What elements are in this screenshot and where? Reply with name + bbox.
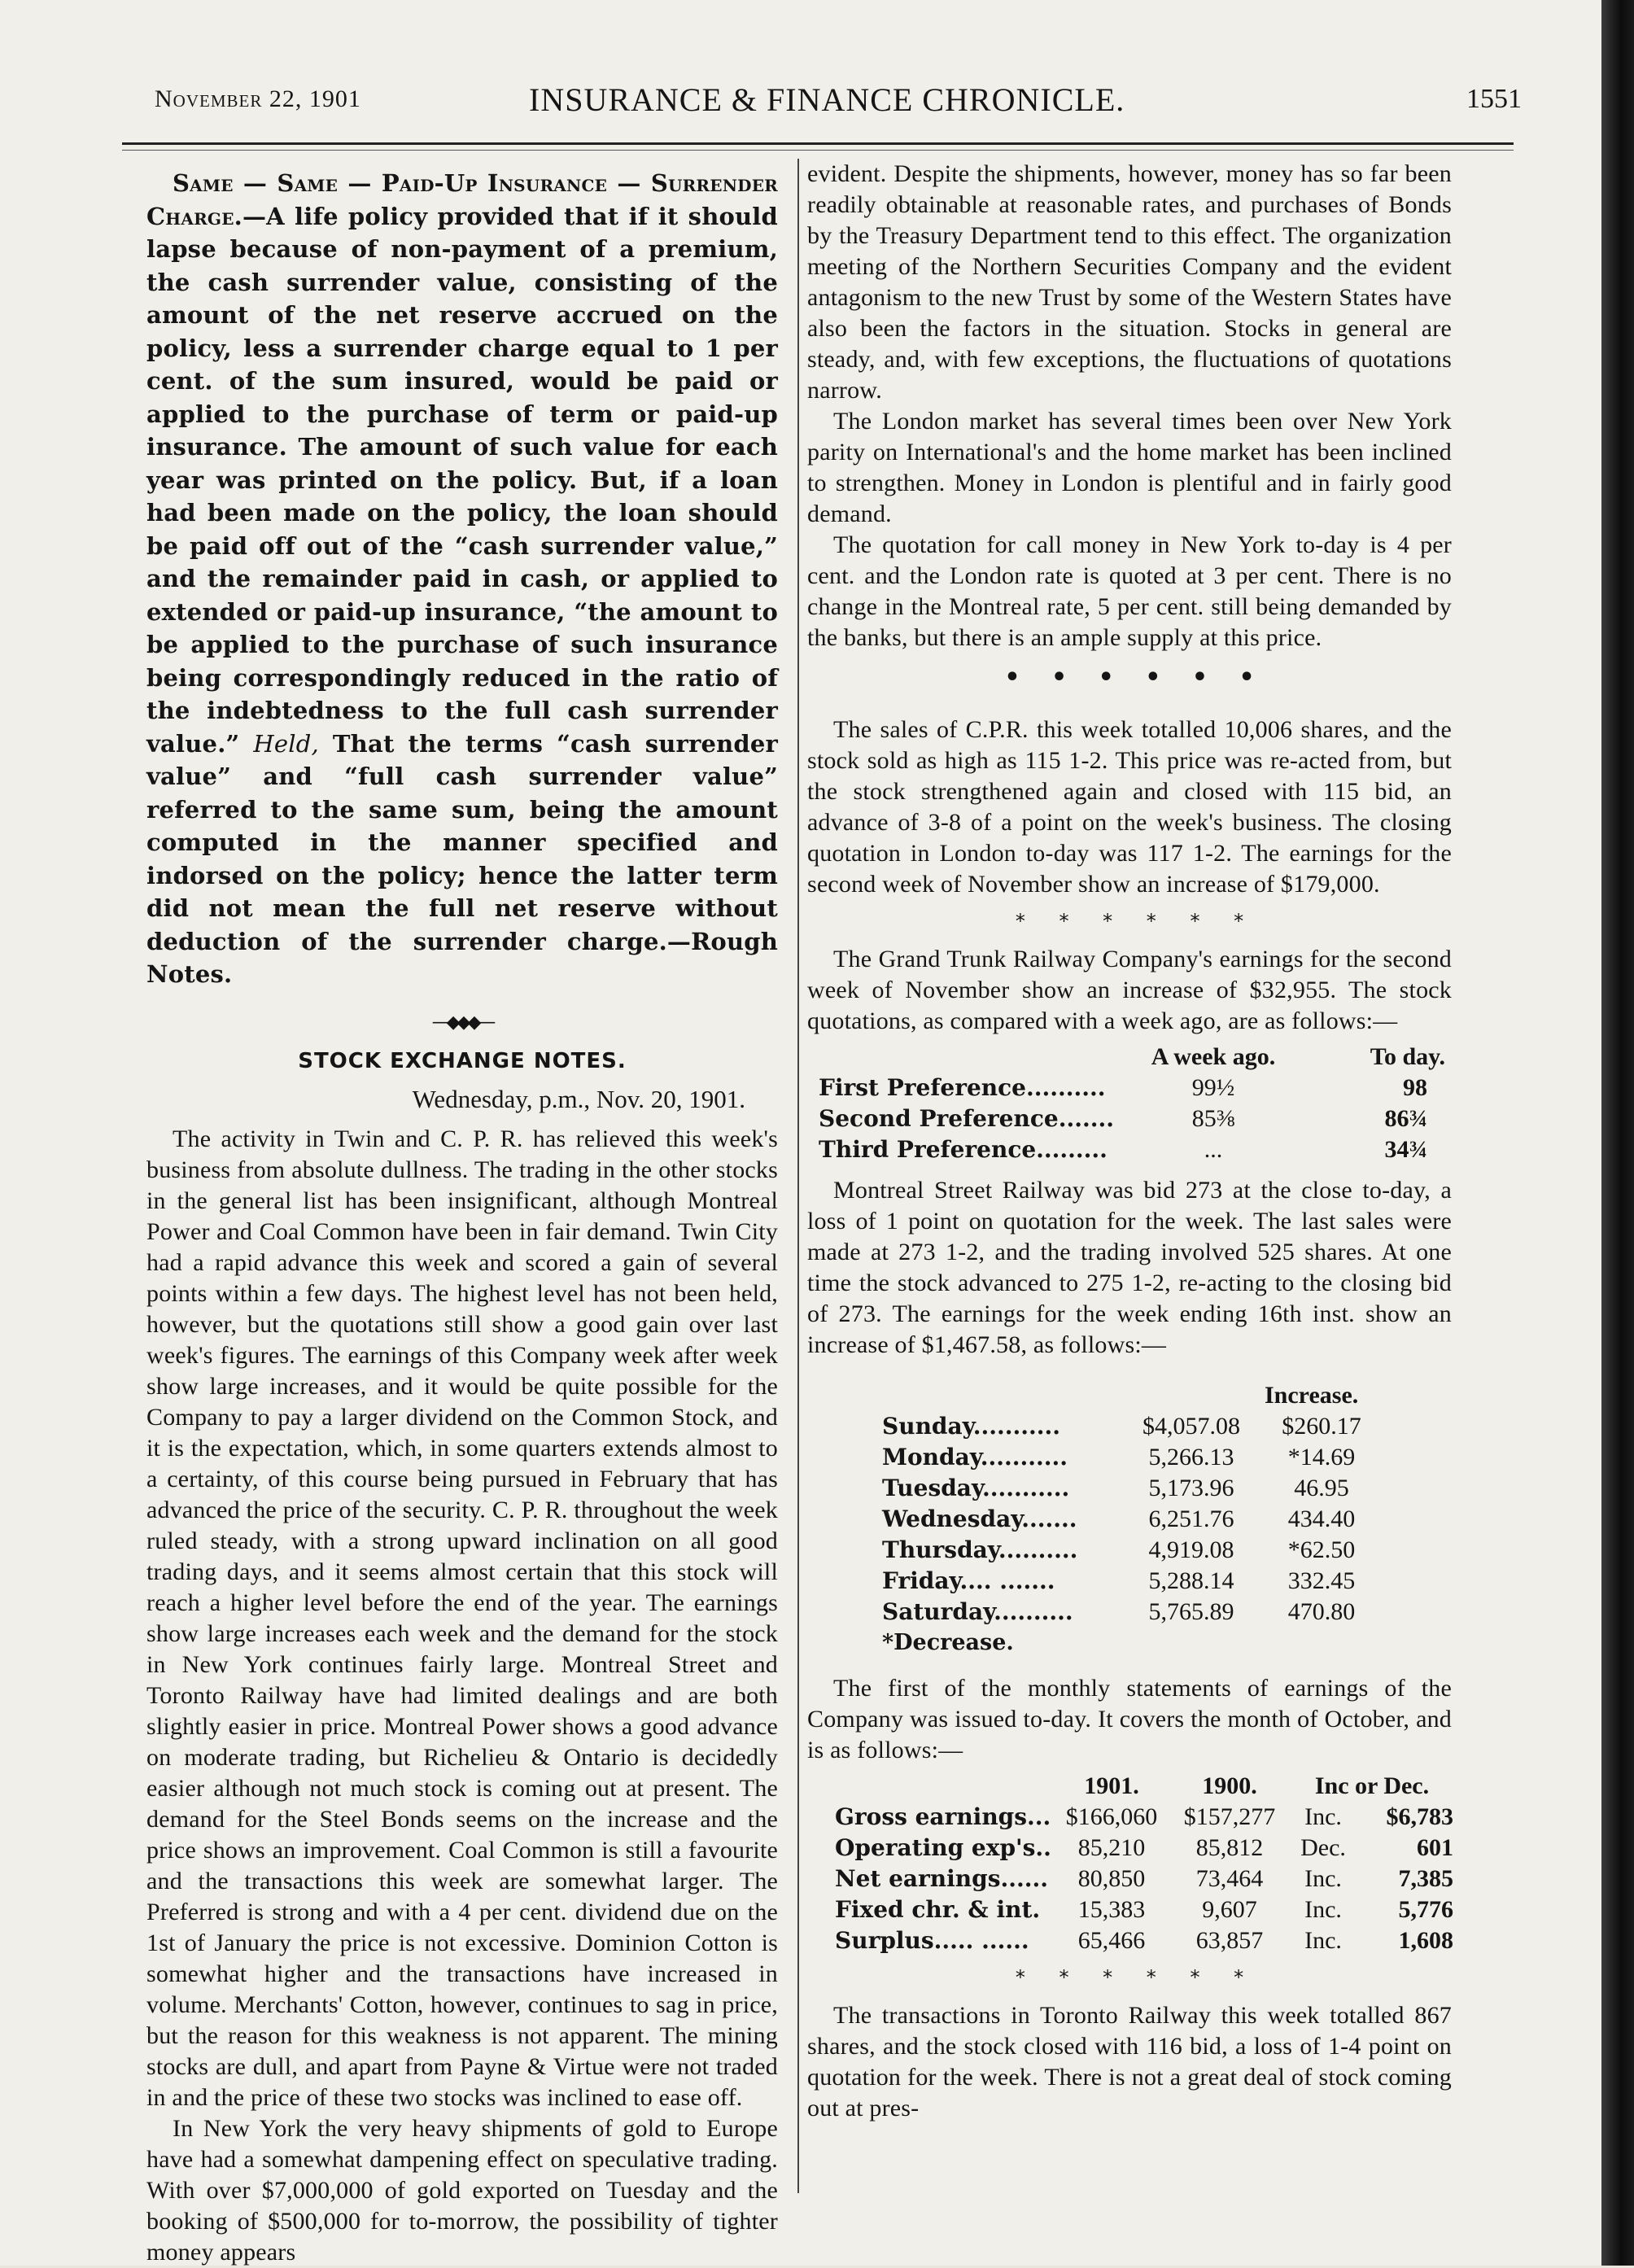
table-row <box>882 1566 1378 1597</box>
cell-today: 86¾ <box>1384 1105 1427 1132</box>
table-row <box>835 1894 1453 1925</box>
table-header-row <box>819 1042 1445 1073</box>
right-paragraph-7: The first of the monthly statements of earnings of the Company was issued to-day. It covers the month of October, and is as follows:— <box>807 1675 1452 1763</box>
right-paragraph-2: The London market has several times been over New York parity on International's and the home market has been inclined to strengthen. Money in London is plentiful and in fairly good demand. <box>807 408 1452 527</box>
cell-amount: $4,057.08 <box>1142 1413 1240 1440</box>
row-day: Wednesday....... <box>882 1505 1077 1532</box>
dot-separator: • • • • • • <box>1004 663 1255 692</box>
row-label: Fixed chr. & int. <box>835 1896 1041 1923</box>
header-page-number: 1551 <box>1466 84 1522 114</box>
col-header-week-ago: A week ago. <box>1151 1043 1276 1070</box>
header-date: November 22, 1901 <box>155 85 361 112</box>
table-header-row <box>835 1771 1453 1802</box>
cell-1901: 80,850 <box>1077 1865 1146 1892</box>
cell-direction: Inc. <box>1304 1927 1342 1954</box>
cell-difference: 601 <box>1417 1834 1453 1861</box>
cell-1900: $157,277 <box>1183 1803 1276 1830</box>
row-day: Friday.... ....... <box>882 1567 1055 1594</box>
insurance-item-text-2: That the terms “cash surrender value” and “full cash surrender value” referred to the same sum, being the amount computed in the manner specified and indorsed on the policy; hence the latter term did not mean the full net reserve without deduction of the surrender charge.—Rough Notes. <box>146 729 779 988</box>
insurance-item <box>146 167 778 991</box>
cell-amount: 6,251.76 <box>1148 1505 1234 1532</box>
cell-increase: *14.69 <box>1287 1444 1356 1470</box>
table-row <box>819 1103 1445 1134</box>
cell-amount: 5,266.13 <box>1148 1444 1234 1470</box>
held-label: Held, <box>253 729 319 758</box>
section-ornament: —◆◆◆— <box>431 1012 493 1033</box>
cell-amount: 4,919.08 <box>1148 1536 1234 1563</box>
cell-amount: 5,288.14 <box>1148 1567 1234 1594</box>
col-header-1900: 1900. <box>1202 1772 1257 1799</box>
right-paragraph-4: The sales of C.P.R. this week totalled 10,006 shares, and the stock sold as high as 115 1-2. This price was re-acted from, but the stock strengthened again and closed with 115 bid, an advance of 3-8 of a point on the week's business. The closing quotation in London to-day was 117 1-2. The earnings for the second week of November show an increase of $179,000. <box>807 716 1452 898</box>
cell-week-ago: ... <box>1204 1136 1223 1163</box>
page-header <box>155 81 1522 126</box>
cell-amount: 5,173.96 <box>1148 1475 1234 1501</box>
col-header-today: To day. <box>1370 1043 1445 1070</box>
cell-today: 34¾ <box>1384 1136 1427 1163</box>
right-paragraph-5: The Grand Trunk Railway Company's earnings for the second week of November show an increase of $32,955. The stock quotations, as compared with a week ago, are as follows:— <box>807 946 1452 1034</box>
cell-increase: 332.45 <box>1287 1567 1356 1594</box>
row-day: Thursday.......... <box>882 1536 1078 1563</box>
cell-direction: Inc. <box>1304 1896 1342 1923</box>
cell-1900: 85,812 <box>1195 1834 1264 1861</box>
cell-1900: 73,464 <box>1195 1865 1264 1892</box>
table-header-row <box>882 1380 1378 1411</box>
col-header-1901: 1901. <box>1084 1772 1139 1799</box>
cell-week-ago: 85⅜ <box>1191 1105 1235 1132</box>
table-row <box>835 1864 1453 1894</box>
cell-increase: 46.95 <box>1294 1475 1349 1501</box>
cell-direction: Inc. <box>1304 1865 1342 1892</box>
right-paragraph-3: The quotation for call money in New York to-day is 4 per cent. and the London rate is quoted at 3 per cent. There is no change in the Montreal rate, 5 per cent. still being demanded by the banks, but there is an ample supply at this price. <box>807 531 1452 651</box>
stock-paragraph-2: In New York the very heavy shipments of gold to Europe have had a somewhat dampening effect on speculative trading. With over $7,000,000 of gold exported on Tuesday and the booking of $500,000 for to-morrow, the possibility of tighter money appears <box>146 2114 778 2266</box>
cell-today: 98 <box>1403 1074 1427 1101</box>
table-row <box>882 1442 1378 1473</box>
table-note-row <box>882 1628 1378 1658</box>
insurance-item-text-1: —A life policy provided that if it should lapse because of non-payment of a premium, the cash surrender value, consisting of the amount of the net reserve accrued on the policy, less a surrender charge equal to 1 per cent. of the sum insured, would be paid or applied to the purchase of term or paid-up insurance. The amount of such value for each year was printed on the policy. But, if a loan had been made on the policy, the loan should be paid off out of the “cash surrender value,” and the remainder paid in cash, or applied to extended or paid-up insurance, “the amount to be applied to the purchase of such insurance being correspondingly reduced in the ratio of the indebtedness to the full cash surrender value.” <box>146 202 778 758</box>
table-row <box>882 1473 1378 1504</box>
insurance-item-heading: Same — Same — Paid-Up Insurance — Surrender Charge. <box>146 169 778 230</box>
row-day: Saturday.......... <box>882 1598 1073 1625</box>
row-label: Net earnings...... <box>835 1865 1048 1892</box>
decrease-note: *Decrease. <box>882 1630 1014 1655</box>
row-day: Sunday........... <box>882 1413 1060 1440</box>
cell-increase: *62.50 <box>1287 1536 1356 1563</box>
row-day: Tuesday........... <box>882 1475 1070 1501</box>
october-statement-table <box>835 1771 1453 1956</box>
row-label: Second Preference....... <box>819 1105 1114 1132</box>
row-day: Monday........... <box>882 1444 1068 1470</box>
cell-difference: $6,783 <box>1386 1803 1453 1830</box>
grand-trunk-table <box>819 1042 1445 1165</box>
col-header-inc-dec: Inc or Dec. <box>1314 1772 1430 1799</box>
header-title: INSURANCE & FINANCE CHRONICLE. <box>529 81 1125 118</box>
scan-binding-edge <box>1601 0 1634 2266</box>
cell-1901: 65,466 <box>1077 1927 1146 1954</box>
table-row <box>819 1073 1445 1103</box>
cell-difference: 7,385 <box>1398 1865 1453 1892</box>
section-dateline: Wednesday, p.m., Nov. 20, 1901. <box>412 1084 745 1113</box>
cell-1901: 15,383 <box>1077 1896 1146 1923</box>
star-separator-1: * * * * * * <box>1015 910 1244 933</box>
table-row <box>819 1134 1445 1165</box>
header-rule-thin <box>122 150 1514 151</box>
cell-direction: Inc. <box>1304 1803 1342 1830</box>
header-rule-thick <box>122 142 1514 145</box>
right-paragraph-6: Montreal Street Railway was bid 273 at the close to-day, a loss of 1 point on quotation for the week. The last sales were made at 273 1-2, and the trading involved 525 shares. At one time the stock advanced to 275 1-2, re-acting to the closing bid of 273. The earnings for the week ending 16th inst. show an increase of $1,467.58, as follows:— <box>807 1177 1452 1358</box>
table-row <box>882 1504 1378 1535</box>
section-title: STOCK EXCHANGE NOTES. <box>298 1048 627 1073</box>
col-header-increase: Increase. <box>1265 1382 1359 1409</box>
table-row <box>882 1411 1378 1442</box>
table-row <box>835 1925 1453 1956</box>
cell-1900: 9,607 <box>1202 1896 1257 1923</box>
table-row <box>835 1833 1453 1864</box>
row-label: Operating exp's.. <box>835 1834 1051 1861</box>
cell-difference: 1,608 <box>1398 1927 1453 1954</box>
cell-1901: 85,210 <box>1077 1834 1146 1861</box>
right-column <box>807 159 1452 2124</box>
cell-difference: 5,776 <box>1398 1896 1453 1923</box>
row-label: Gross earnings... <box>835 1803 1051 1830</box>
cell-direction: Dec. <box>1300 1834 1346 1861</box>
cell-increase: 434.40 <box>1287 1505 1356 1532</box>
cell-amount: 5,765.89 <box>1148 1598 1234 1625</box>
cell-1901: $166,060 <box>1065 1803 1158 1830</box>
right-paragraph-8: The transactions in Toronto Railway this week totalled 867 shares, and the stock closed with 116 bid, a loss of 1-4 point on quotation for the week. There is not a great deal of stock coming out at pres- <box>807 2002 1452 2122</box>
table-row <box>882 1597 1378 1628</box>
column-divider <box>797 159 799 2193</box>
row-label: Surplus..... ...... <box>835 1927 1029 1954</box>
right-paragraph-1: evident. Despite the shipments, however, money has so far been readily obtainable at reasonable rates, and purchases of Bonds by the Treasury Department tend to this effect. The organization meeting of the Northern Securities Company and the evident antagonism to the new Trust by some of the Western States have also been the factors in the situation. Stocks in general are steady, and, with few exceptions, the fluctuations of quotations narrow. <box>807 160 1452 404</box>
cell-increase: 470.80 <box>1287 1598 1356 1625</box>
stock-paragraph-1: The activity in Twin and C. P. R. has relieved this week's business from absolute dullness. The trading in the other stocks in the general list has been insignificant, although Montreal Power and Coal Common have been in fair demand. Twin City had a rapid advance this week and scored a gain of several points within a few days. The highest level has not been held, however, but the quotations still show a good gain over last week's figures. The earnings of this Company week after week show large increases, and it would be quite possible for the Company to pay a larger dividend on the Common Stock, and it is the expectation, which, in some quarters extends almost to a certainty, of this course being pursued in February that has advanced the price of the security. C. P. R. throughout the week ruled steady, with a strong upward inclination on all good trading days, and it seems almost certain that this stock will reach a higher level before the end of the year. The earnings show large increases each week and the demand for the stock in New York continues fairly large. Montreal Street and Toronto Railway have had limited dealings and are both slightly easier in price. Montreal Power shows a good advance on moderate trading, but Richelieu & Ontario is decidedly easier although not much stock is coming out at present. The demand for the Steel Bonds seems on the increase and the price shows an improvement. Coal Common is still a favourite and the transactions this week are somewhat larger. The Preferred is strong and with a 4 per cent. dividend due on the 1st of January the price is not excessive. Dominion Cotton is somewhat higher and the transactions have increased in volume. Merchants' Cotton, however, continues to sag in price, but the reason for this weakness is not apparent. The mining stocks are dull, and apart from Payne & Virtue were not traded in and the price of these two stocks was inclined to ease off. <box>146 1125 778 2111</box>
table-row <box>835 1802 1453 1833</box>
cell-1900: 63,857 <box>1195 1927 1264 1954</box>
cell-week-ago: 99½ <box>1191 1074 1235 1101</box>
cell-increase: $260.17 <box>1282 1413 1361 1440</box>
row-label: First Preference.......... <box>819 1074 1106 1101</box>
left-column <box>146 167 778 2268</box>
table-row <box>882 1535 1378 1566</box>
row-label: Third Preference......... <box>819 1136 1108 1163</box>
star-separator-2: * * * * * * <box>1015 1966 1244 1989</box>
montreal-street-table <box>882 1380 1378 1658</box>
